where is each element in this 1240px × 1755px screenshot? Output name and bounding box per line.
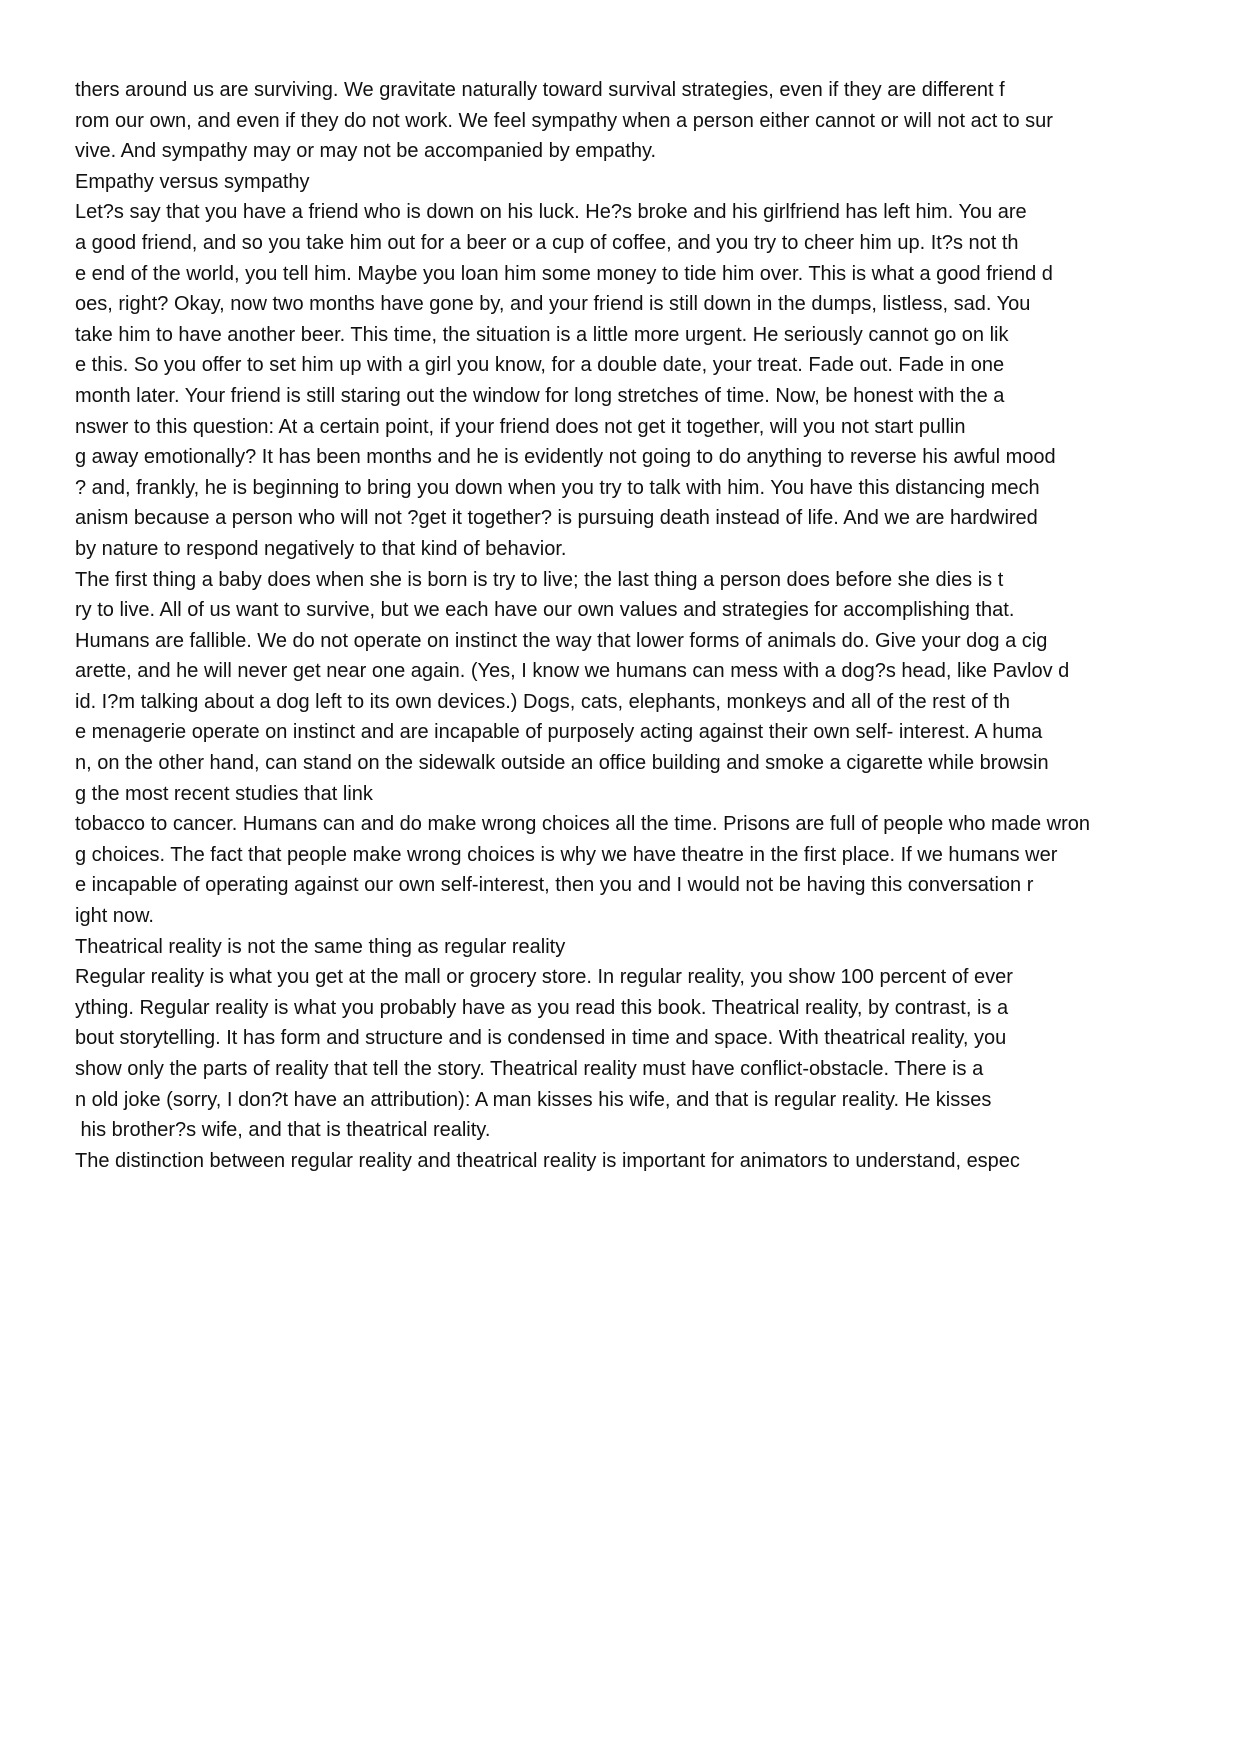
text-line: g choices. The fact that people make wrong choices is why we have theatre in the first place. If we humans wer [75,843,1058,866]
text-line: take him to have another beer. This time, the situation is a little more urgent. He seriously cannot go on lik [75,323,1009,346]
text-line: rom our own, and even if they do not work. We feel sympathy when a person either cannot or will not act to sur [75,109,1053,132]
text-line: a good friend, and so you take him out for a beer or a cup of coffee, and you try to cheer him up. It?s not th [75,231,1019,254]
text-line: g away emotionally? It has been months and he is evidently not going to do anything to reverse his awful mood [75,446,1056,469]
text-line: nswer to this question: At a certain point, if your friend does not get it together, will you not start pullin [75,415,966,438]
text-line: month later. Your friend is still staring out the window for long stretches of time. Now, be honest with the a [75,384,1005,407]
section-heading-theatrical-reality: Theatrical reality is not the same thing as regular reality [75,935,566,958]
text-line: ? and, frankly, he is beginning to bring you down when you try to talk with him. You have this distancing mech [75,476,1040,499]
text-line: ry to live. All of us want to survive, but we each have our own values and strategies for accomplishing that. [75,599,1015,622]
text-line: oes, right? Okay, now two months have gone by, and your friend is still down in the dumps, listless, sad. You [75,293,1031,316]
text-line: show only the parts of reality that tell the story. Theatrical reality must have conflict-obstacle. There is a [75,1058,984,1080]
body-text [75,75,1195,1176]
text-line: ight now. [75,905,154,928]
text-line: Regular reality is what you get at the mall or grocery store. In regular reality, you show 100 percent of ever [75,966,1013,989]
text-line: Humans are fallible. We do not operate on instinct the way that lower forms of animals do. Give your dog a cig [75,629,1048,652]
text-line: e incapable of operating against our own self-interest, then you and I would not be having this conversation r [75,874,1034,897]
text-line: arette, and he will never get near one again. (Yes, I know we humans can mess with a dog?s head, like Pavlov d [75,660,1070,683]
text-line: n old joke (sorry, I don?t have an attribution): A man kisses his wife, and that is regular reality. He kisses [75,1088,992,1111]
text-line: anism because a person who will not ?get it together? is pursuing death instead of life. And we are hardwired [75,507,1038,530]
text-line: The distinction between regular reality and theatrical reality is important for animators to understand, espec [75,1149,1020,1172]
text-line: e end of the world, you tell him. Maybe you loan him some money to tide him over. This is what a good friend d [75,262,1053,285]
text-line: his brother?s wife, and that is theatrical reality. [75,1119,491,1142]
text-line: g the most recent studies that link [75,782,373,805]
text-line: ything. Regular reality is what you probably have as you read this book. Theatrical reality, by contrast, is a [75,996,1009,1019]
text-line: bout storytelling. It has form and structure and is condensed in time and space. With theatrical reality, you [75,1027,1007,1050]
text-line: e this. So you offer to set him up with a girl you know, for a double date, your treat. Fade out. Fade in one [75,354,1005,377]
text-line: e menagerie operate on instinct and are incapable of purposely acting against their own self- interest. A huma [75,721,1043,744]
text-line: by nature to respond negatively to that kind of behavior. [75,537,567,560]
text-line: Let?s say that you have a friend who is down on his luck. He?s broke and his girlfriend has left him. You are [75,201,1027,224]
text-line: tobacco to cancer. Humans can and do make wrong choices all the time. Prisons are full of people who made wron [75,813,1090,836]
text-line: id. I?m talking about a dog left to its own devices.) Dogs, cats, elephants, monkeys and all of the rest of th [75,690,1010,713]
text-line: n, on the other hand, can stand on the sidewalk outside an office building and smoke a cigarette while browsin [75,752,1049,775]
text-line: vive. And sympathy may or may not be accompanied by empathy. [75,140,657,163]
text-line: thers around us are surviving. We gravitate naturally toward survival strategies, even if they are different f [75,79,1005,101]
section-heading-empathy: Empathy versus sympathy [75,170,310,193]
text-line: The first thing a baby does when she is born is try to live; the last thing a person does before she dies is t [75,568,1004,591]
